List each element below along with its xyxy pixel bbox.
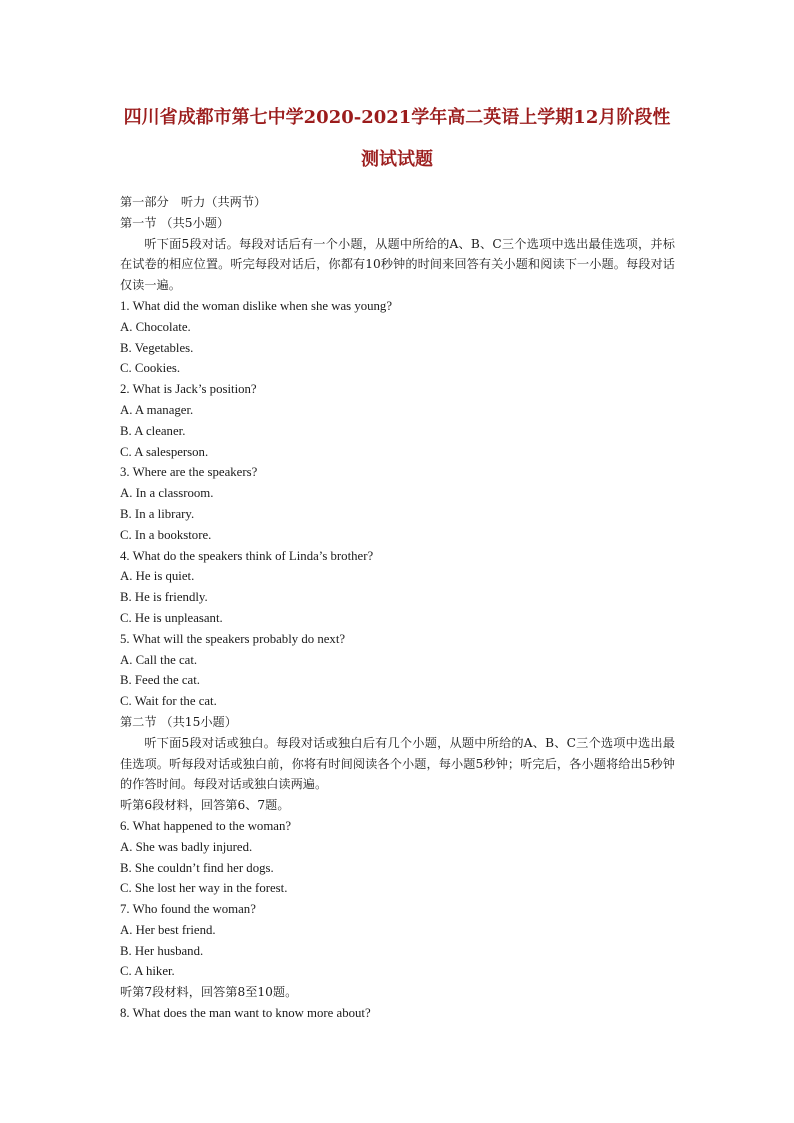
question-2: 2. What is Jack’s position? (120, 382, 257, 397)
question-8: 8. What does the man want to know more about? (120, 1006, 371, 1021)
section-2-heading: 第二节 （共15小题） (120, 714, 237, 729)
question-6-option-c: C. She lost her way in the forest. (120, 881, 288, 896)
question-6-option-a: A. She was badly injured. (120, 839, 253, 854)
part-heading: 第一部分 听力（共两节） (120, 195, 267, 209)
question-7-option-a: A. Her best friend. (120, 922, 216, 937)
question-7: 7. Who found the woman? (120, 902, 256, 917)
question-5-option-b: B. Feed the cat. (120, 673, 200, 688)
question-5-option-c: C. Wait for the cat. (120, 694, 217, 709)
section-1-instruction: 听下面5段对话。每段对话后有一个小题，从题中所给的A、B、C三个选项中选出最佳选项，并标在试卷的相应位置。听完每段对话后，你都有10秒钟的时间来回答有关小题和阅读下一小题。每段对话仅读一遍。 (120, 236, 675, 293)
question-4: 4. What do the speakers think of Linda’s brother? (120, 548, 374, 563)
question-1-option-a: A. Chocolate. (120, 319, 191, 334)
question-6: 6. What happened to the woman? (120, 818, 292, 833)
question-7-option-b: B. Her husband. (120, 943, 204, 958)
question-1-option-c: C. Cookies. (120, 361, 181, 376)
material-7-instruction: 听第7段材料，回答第8至10题。 (120, 985, 298, 1000)
question-4-option-c: C. He is unpleasant. (120, 610, 223, 625)
question-3-option-c: C. In a bookstore. (120, 527, 212, 542)
question-5-option-a: A. Call the cat. (120, 652, 198, 667)
question-1-option-b: B. Vegetables. (120, 340, 194, 355)
exam-title-line-1: 四川省成都市第七中学2020-2021学年高二英语上学期12月阶段性 (123, 107, 671, 128)
question-6-option-b: B. She couldn’t find her dogs. (120, 860, 274, 875)
question-2-option-c: C. A salesperson. (120, 444, 209, 459)
question-3: 3. Where are the speakers? (120, 465, 258, 480)
question-3-option-b: B. In a library. (120, 506, 195, 521)
section-2-instruction: 听下面5段对话或独白。每段对话或独白后有几个小题，从题中所给的A、B、C三个选项中选出最佳选项。听每段对话或独白前，你将有时间阅读各个小题，每小题5秒钟；听完后，各小题将给出5秒钟的作答时间。每段对话或独白读两遍。 (120, 735, 675, 792)
question-1: 1. What did the woman dislike when she was young? (120, 298, 393, 313)
exam-title-line-2: 测试试题 (361, 149, 433, 170)
question-2-option-b: B. A cleaner. (120, 423, 186, 438)
question-5: 5. What will the speakers probably do next? (120, 631, 346, 646)
question-3-option-a: A. In a classroom. (120, 486, 214, 501)
material-6-instruction: 听第6段材料，回答第6、7题。 (120, 798, 290, 813)
question-4-option-a: A. He is quiet. (120, 569, 195, 584)
section-1-heading: 第一节 （共5小题） (120, 215, 230, 230)
question-7-option-c: C. A hiker. (120, 964, 175, 979)
question-4-option-b: B. He is friendly. (120, 590, 208, 605)
question-2-option-a: A. A manager. (120, 402, 194, 417)
